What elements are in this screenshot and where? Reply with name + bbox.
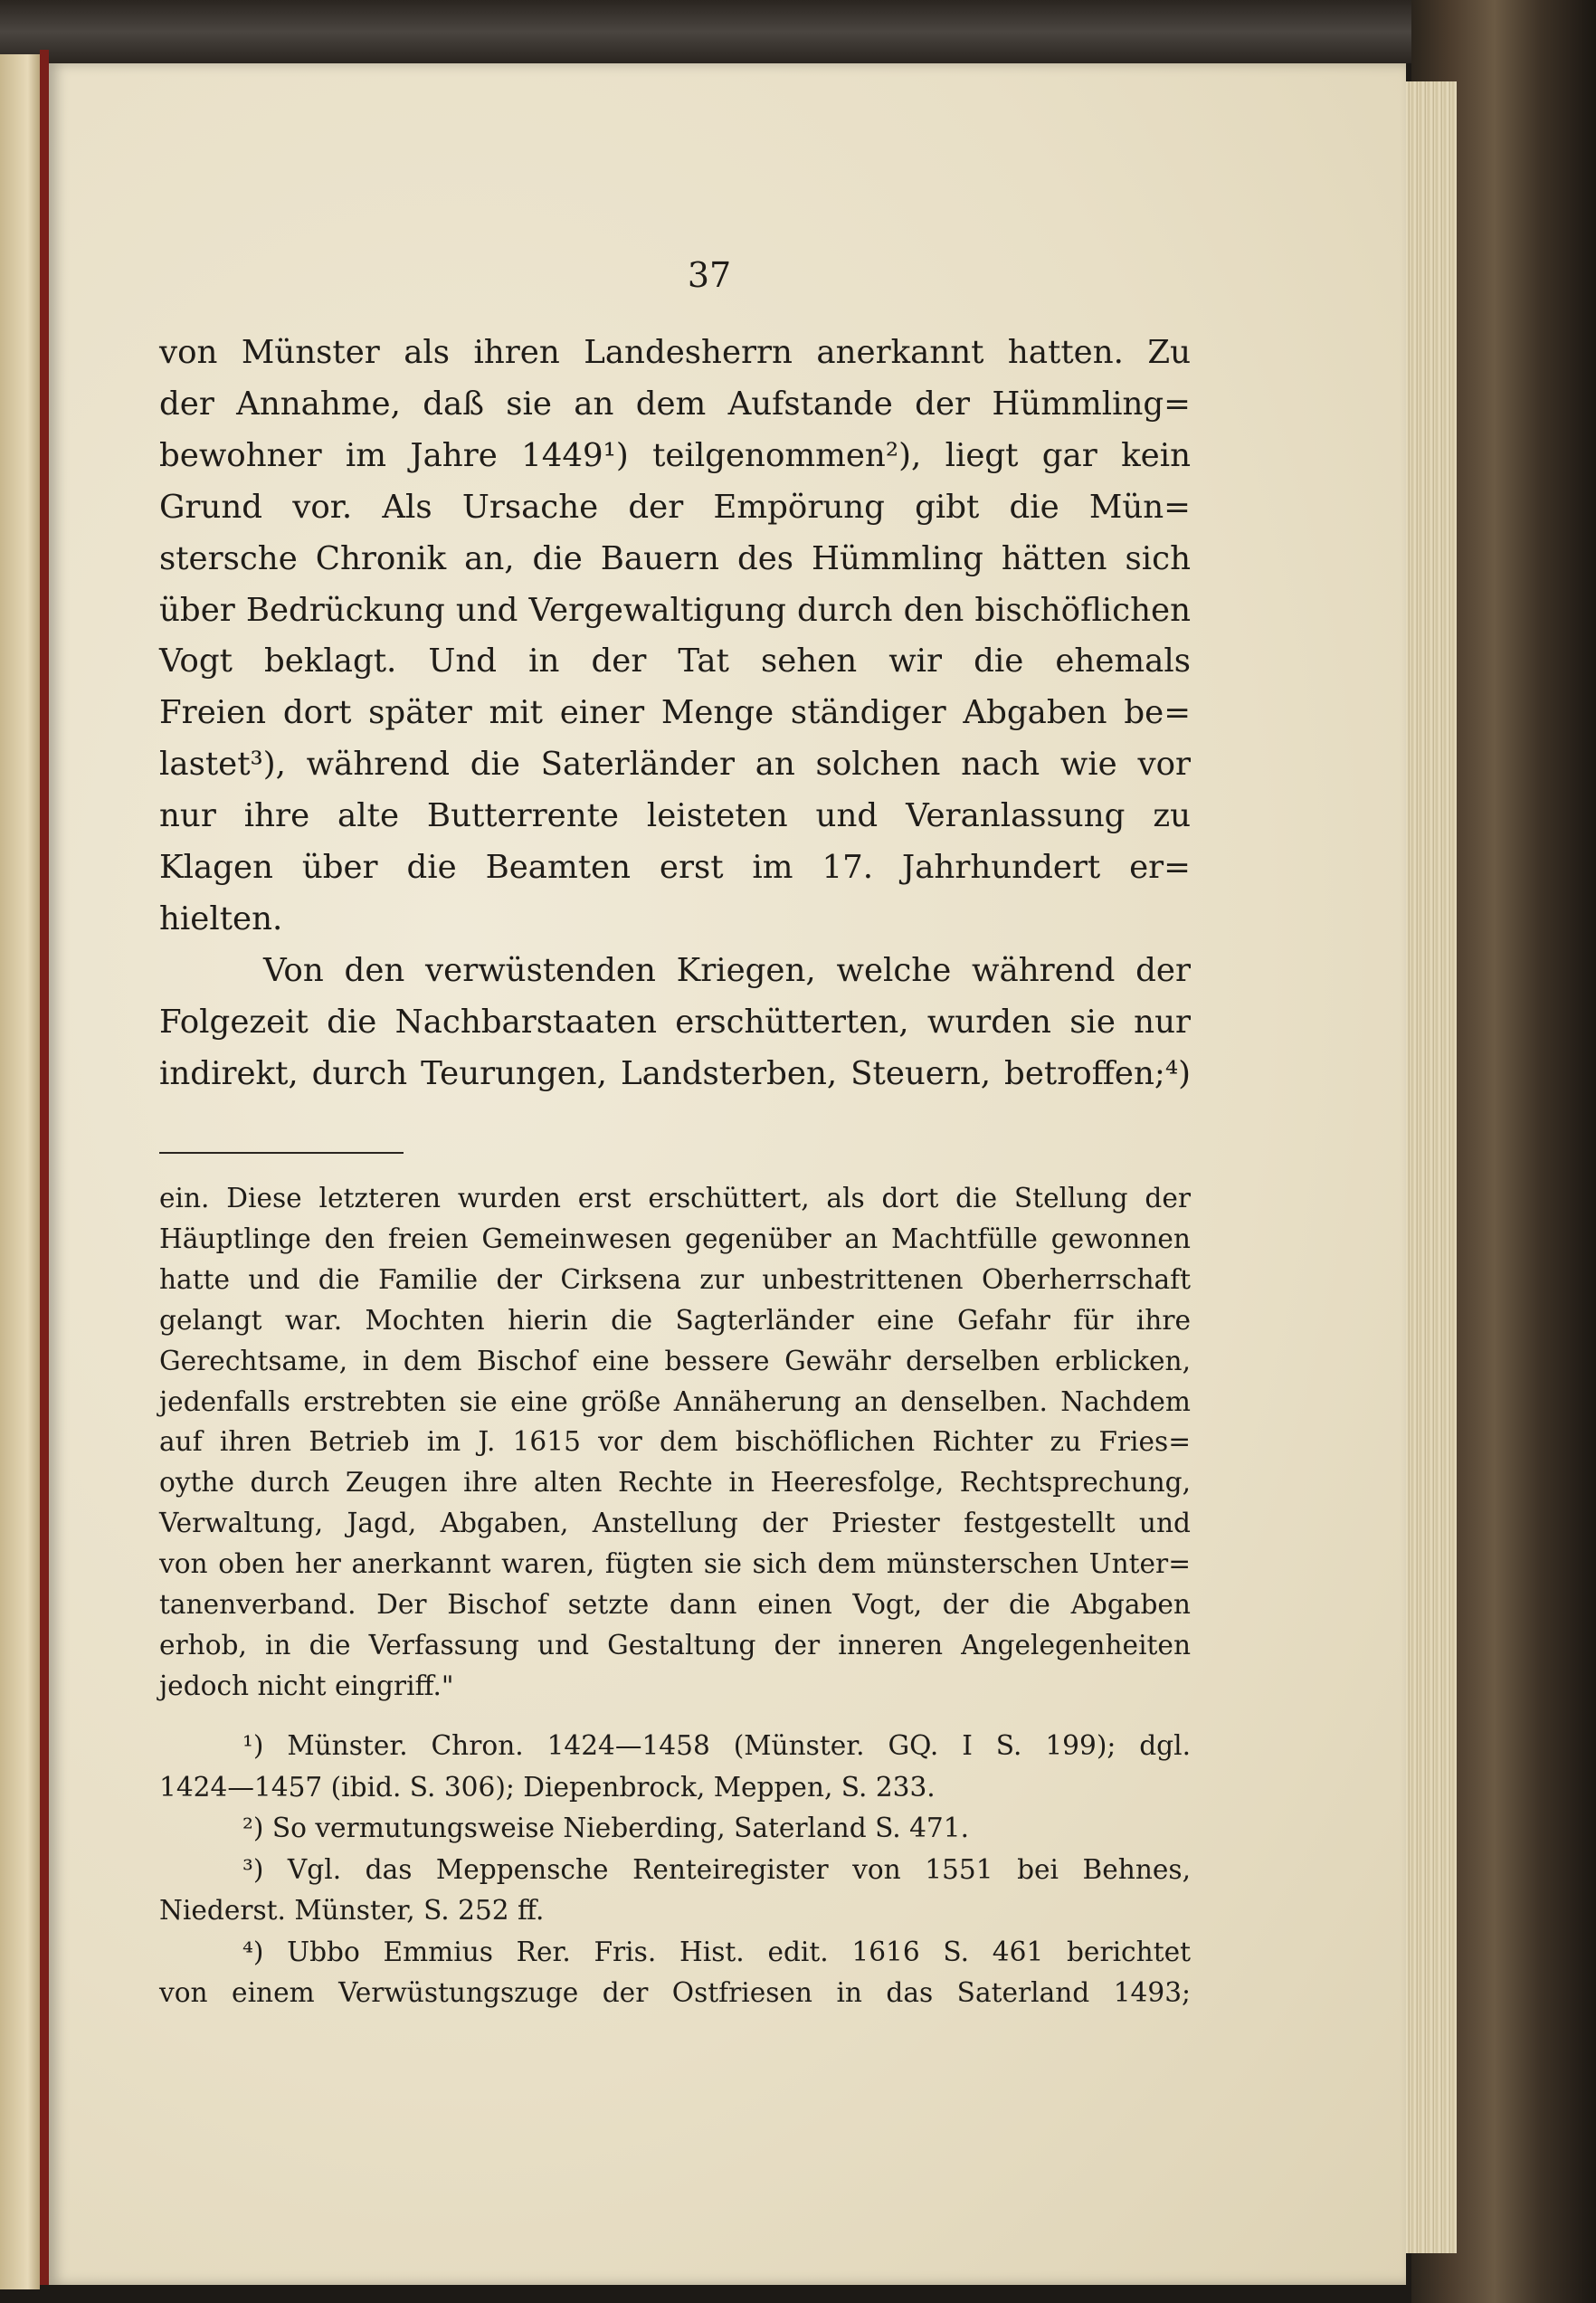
text-line: Von den verwüstenden Kriegen, welche während der (263, 951, 1191, 989)
text-line: hielten. (159, 899, 283, 937)
text-line: stersche Chronik an, die Bauern des Hümmling hätten sich (159, 539, 1191, 577)
note-line: auf ihren Betrieb im J. 1615 vor dem bischöflichen Richter zu Fries= (159, 1426, 1191, 1458)
footnote-line: ³) Vgl. das Meppensche Renteiregister von 1551 bei Behnes, (242, 1853, 1191, 1885)
text-line: von Münster als ihren Landesherrn anerkannt hatten. Zu (159, 334, 1191, 371)
footnote-line: ²) So vermutungsweise Nieberding, Saterland S. 471. (242, 1813, 969, 1843)
main-text (159, 328, 1191, 1100)
text-line: lastet³), während die Saterländer an solchen nach wie vor (159, 746, 1191, 784)
note-line: Gerechtsame, in dem Bischof eine bessere Gewähr derselben erblicken, (159, 1345, 1191, 1376)
binding-top-edge (0, 0, 1596, 63)
note-line: ein. Diese letzteren wurden erst erschüttert, als dort die Stellung der (159, 1183, 1191, 1213)
note-line: hatte und die Familie der Cirksena zur unbestrittenen Oberherrschaft (159, 1263, 1191, 1295)
spine-edge (40, 50, 49, 2285)
footnote-line: Niederst. Münster, S. 252 ff. (159, 1895, 545, 1926)
note-line: oythe durch Zeugen ihre alten Rechte in Heeresfolge, Rechtsprechung, (159, 1467, 1191, 1499)
text-line: Klagen über die Beamten erst im 17. Jahrhundert er= (159, 849, 1191, 887)
text-line: über Bedrückung und Vergewaltigung durch den bischöflichen (159, 591, 1191, 629)
text-line: indirekt, durch Teurungen, Landsterben, Steuern, betroffen;⁴) (159, 1054, 1191, 1092)
note-line: Verwaltung, Jagd, Abgaben, Anstellung der Priester festgestellt und (159, 1508, 1191, 1539)
note-line: tanenverband. Der Bischof setzte dann einen Vogt, der die Abgaben (159, 1589, 1191, 1621)
text-line: Folgezeit die Nachbarstaaten erschütterten, wurden sie nur (159, 1003, 1191, 1041)
note-line: gelangt war. Mochten hierin die Sagterländer eine Gefahr für ihre (159, 1304, 1191, 1336)
book-page (49, 63, 1406, 2285)
page-number: 37 (687, 255, 732, 295)
footnote-line: 1424—1457 (ibid. S. 306); Diepenbrock, Meppen, S. 233. (159, 1771, 936, 1803)
note-line: erhob, in die Verfassung und Gestaltung der inneren Angelegenheiten (159, 1629, 1191, 1661)
text-line: Freien dort später mit einer Menge ständiger Abgaben be= (159, 694, 1191, 732)
text-line: bewohner im Jahre 1449¹) teilgenommen²), liegt gar kein (159, 436, 1191, 474)
note-line: von oben her anerkannt waren, fügten sie sich dem münsterschen Unter= (159, 1548, 1191, 1580)
continued-footnote (159, 1178, 1191, 1707)
text-line: der Annahme, daß sie an dem Aufstande der Hümmling= (159, 385, 1191, 423)
footnote-line: von einem Verwüstungszuge der Ostfriesen in das Saterland 1493; (159, 1977, 1191, 2008)
text-line: Grund vor. Als Ursache der Empörung gibt die Mün= (159, 488, 1191, 526)
footnote-line: ¹) Münster. Chron. 1424—1458 (Münster. GQ. I S. 199); dgl. (242, 1730, 1191, 1761)
footnote-line: ⁴) Ubbo Emmius Rer. Fris. Hist. edit. 1616 S. 461 berichtet (242, 1936, 1191, 1967)
note-line: jedenfalls erstrebten sie eine größe Annäherung an denselben. Nachdem (159, 1385, 1191, 1417)
note-line: jedoch nicht eingriff." (159, 1670, 454, 1701)
text-line: nur ihre alte Butterrente leisteten und Veranlassung zu (159, 797, 1191, 835)
note-line: Häuptlinge den freien Gemeinwesen gegenüber an Machtfülle gewonnen (159, 1223, 1191, 1254)
footnotes (159, 1726, 1191, 2014)
facing-page-edge (0, 54, 40, 2289)
text-line: Vogt beklagt. Und in der Tat sehen wir die ehemals (159, 642, 1191, 680)
footnote-separator (159, 1152, 404, 1154)
